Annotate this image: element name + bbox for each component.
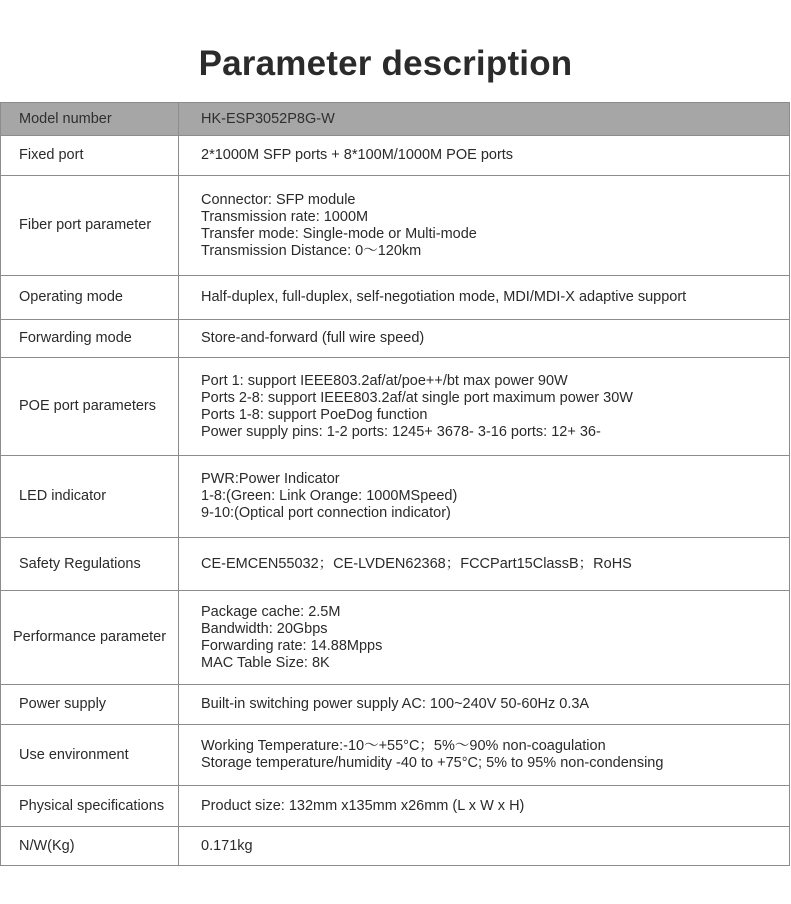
value-line: Bandwidth: 20Gbps xyxy=(201,620,328,637)
row-label: Power supply xyxy=(1,685,179,725)
spec-table xyxy=(0,102,790,866)
table-row xyxy=(1,827,790,866)
table-row xyxy=(1,591,790,685)
value-line: Port 1: support IEEE803.2af/at/poe++/bt max power 90W xyxy=(201,372,568,389)
value-line: Power supply pins: 1-2 ports: 1245+ 3678- 3-16 ports: 12+ 36- xyxy=(201,423,601,440)
value-line: Ports 2-8: support IEEE803.2af/at single port maximum power 30W xyxy=(201,389,633,406)
value-line: Package cache: 2.5M xyxy=(201,603,341,620)
row-value xyxy=(179,827,790,866)
header-value: HK-ESP3052P8G-W xyxy=(179,103,790,136)
value-line: 9-10:(Optical port connection indicator) xyxy=(201,505,451,521)
table-row xyxy=(1,320,790,358)
value-line: Transmission Distance: 0～120km xyxy=(201,242,422,259)
page-title: Parameter description xyxy=(198,44,573,83)
value-line: MAC Table Size: 8K xyxy=(201,654,330,671)
value-line: Ports 1-8: support PoeDog function xyxy=(201,406,428,423)
row-label: Safety Regulations xyxy=(1,538,179,591)
value-line: Storage temperature/humidity -40 to +75°C; 5% to 95% non-condensing xyxy=(201,755,664,771)
value-line: Forwarding rate: 14.88Mpps xyxy=(201,637,383,654)
value-line: Working Temperature:-10～+55°C；5%～90% non-coagulation xyxy=(201,738,606,754)
row-label: Use environment xyxy=(1,725,179,786)
value-line: 1-8:(Green: Link Orange: 1000MSpeed) xyxy=(201,488,458,504)
value-line: Transfer mode: Single-mode or Multi-mode xyxy=(201,225,477,242)
header-label: Model number xyxy=(1,103,179,136)
table-row xyxy=(1,725,790,786)
row-value xyxy=(179,786,790,827)
value-line: CE-EMCEN55032；CE-LVDEN62368；FCCPart15ClassB；RoHS xyxy=(201,555,632,572)
value-line: Built-in switching power supply AC: 100~240V 50-60Hz 0.3A xyxy=(201,696,590,712)
row-label: Physical specifications xyxy=(1,786,179,827)
table-row xyxy=(1,786,790,827)
row-value xyxy=(179,276,790,320)
row-value xyxy=(179,456,790,538)
value-line: Store-and-forward (full wire speed) xyxy=(201,330,425,346)
row-value xyxy=(179,320,790,358)
table-row xyxy=(1,358,790,456)
table-row xyxy=(1,456,790,538)
row-value xyxy=(179,136,790,176)
table-row xyxy=(1,685,790,725)
row-value xyxy=(179,725,790,786)
row-value xyxy=(179,685,790,725)
value-line: 0.171kg xyxy=(201,837,253,854)
table-row xyxy=(1,538,790,591)
row-label: Performance parameter xyxy=(1,591,179,685)
value-line: Product size: 132mm x135mm x26mm (L x W x H) xyxy=(201,797,525,814)
row-label: N/W(Kg) xyxy=(1,827,179,866)
row-value xyxy=(179,176,790,276)
table-header-row xyxy=(1,103,790,136)
row-label: LED indicator xyxy=(1,456,179,538)
row-value xyxy=(179,591,790,685)
value-line: Connector: SFP module xyxy=(201,191,356,208)
table-row xyxy=(1,276,790,320)
table-row xyxy=(1,136,790,176)
value-line: PWR:Power Indicator xyxy=(201,471,340,487)
row-label: Fixed port xyxy=(1,136,179,176)
row-value xyxy=(179,538,790,591)
row-label: Fiber port parameter xyxy=(1,176,179,276)
row-label: Forwarding mode xyxy=(1,320,179,358)
value-line: Half-duplex, full-duplex, self-negotiation mode, MDI/MDI-X adaptive support xyxy=(201,289,687,305)
value-line: 2*1000M SFP ports + 8*100M/1000M POE ports xyxy=(201,147,514,163)
value-line: Transmission rate: 1000M xyxy=(201,208,369,225)
row-label: POE port parameters xyxy=(1,358,179,456)
row-label: Operating mode xyxy=(1,276,179,320)
table-row xyxy=(1,176,790,276)
row-value xyxy=(179,358,790,456)
